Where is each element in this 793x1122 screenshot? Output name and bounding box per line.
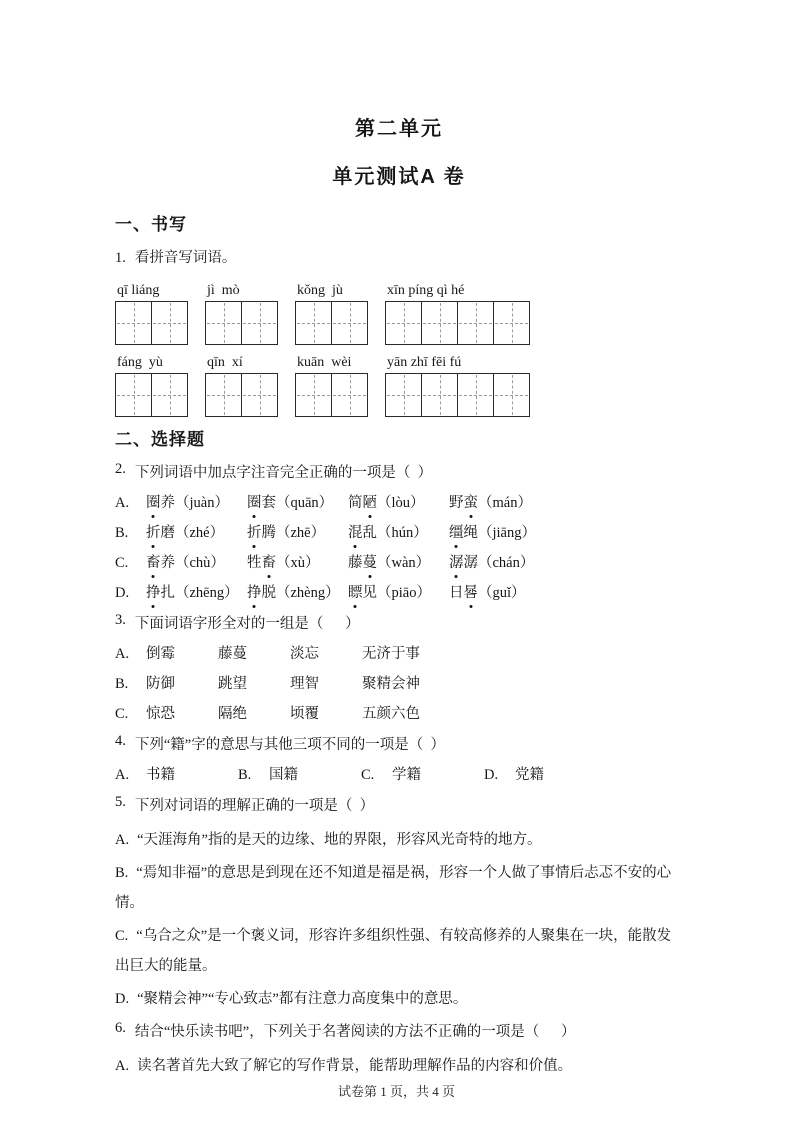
test-title: 单元测试A 卷: [332, 166, 466, 188]
question-number: 5.: [115, 794, 126, 810]
question-3: [115, 612, 683, 725]
word-item: 跳望: [218, 676, 247, 692]
writing-cell: [296, 374, 332, 416]
dotted-character: 晷: [464, 582, 479, 604]
writing-cell: [494, 302, 529, 344]
plain-text: 脱（zhèng）: [261, 585, 340, 601]
question-stem: [115, 461, 683, 482]
word-item: 理智: [290, 676, 319, 692]
plain-text: 乱（hún）: [362, 525, 428, 541]
option-D: [115, 582, 683, 604]
plain-text: 绳（jiāng）: [463, 525, 536, 541]
plain-text: 套（quān）: [261, 495, 334, 511]
question-1-number: 1.: [115, 250, 126, 266]
dotted-character: 畜: [146, 552, 161, 574]
question-number: 4.: [115, 733, 126, 749]
option-A: [115, 492, 683, 514]
option-label: A.: [115, 646, 130, 662]
dotted-character: 潺: [449, 552, 464, 574]
option-label: D.: [115, 991, 130, 1007]
dotted-character: 圈: [247, 492, 262, 514]
word-column: [295, 280, 368, 345]
question-number: 3.: [115, 612, 126, 628]
dotted-character: 折: [146, 522, 161, 544]
writing-cell: [458, 374, 494, 416]
word-pinyin-item: [247, 492, 348, 514]
plain-text: 磨（zhé）: [160, 525, 225, 541]
option-A: [115, 825, 683, 855]
option-text: “天涯海角”指的是天的边缘、地的界限，形容风光奇特的地方。: [137, 832, 542, 848]
option-label: A.: [115, 832, 130, 848]
writing-grid: [205, 373, 278, 417]
word-pinyin-item: [247, 582, 348, 604]
dotted-character: 蛮: [464, 492, 479, 514]
question-1-stem: [115, 246, 683, 267]
word-item: 五颜六色: [362, 706, 420, 722]
option-label: A.: [115, 495, 130, 511]
pinyin-grid-row-1: [115, 280, 683, 345]
word-item: 防御: [146, 676, 175, 692]
word-column: [205, 352, 278, 417]
question-stem: [115, 794, 683, 815]
writing-grid: [385, 373, 530, 417]
word-pinyin-item: [146, 582, 247, 604]
writing-cell: [458, 302, 494, 344]
word-column: [205, 280, 278, 345]
option-B: [115, 858, 683, 918]
option-label: B.: [115, 525, 129, 541]
word-column: [295, 352, 368, 417]
word-item: 顷覆: [290, 706, 319, 722]
option-D: [115, 984, 683, 1014]
dotted-character: 挣: [247, 582, 262, 604]
word-item: 隔绝: [218, 706, 247, 722]
plain-text: （mán）: [478, 495, 532, 511]
option-text: 国籍: [269, 767, 298, 783]
writing-grid: [295, 301, 368, 345]
word-item: 惊恐: [146, 706, 175, 722]
dotted-character: 挣: [146, 582, 161, 604]
word-pinyin-item: [348, 552, 449, 574]
word-pinyin-item: [146, 492, 247, 514]
writing-cell: [422, 302, 458, 344]
option-text: 读名著首先大致了解它的写作背景，能帮助理解作品的内容和价值。: [137, 1058, 573, 1074]
plain-text: （guǐ）: [478, 585, 526, 601]
question-stem: [115, 612, 683, 633]
option-label: A.: [115, 767, 130, 783]
word-pinyin-item: [247, 552, 348, 574]
option-label: C.: [115, 928, 129, 944]
option-C: [115, 921, 683, 981]
word-pinyin-item: [449, 492, 550, 514]
writing-grid: [205, 301, 278, 345]
question-2: [115, 461, 683, 604]
question-number: 2.: [115, 461, 126, 477]
question-4: [115, 733, 683, 786]
word-item: 聚精会神: [362, 676, 420, 692]
question-stem: [115, 1020, 683, 1041]
page-footer: 试卷第 1 页，共 4 页: [337, 1084, 455, 1099]
plain-text: 腾（zhē）: [261, 525, 326, 541]
word-pinyin-item: [146, 522, 247, 544]
writing-cell: [296, 302, 332, 344]
word-pinyin-item: [449, 582, 550, 604]
word-column: [385, 352, 530, 417]
plain-text: 简: [348, 495, 363, 511]
plain-text: 养（chù）: [160, 555, 225, 571]
word-pinyin-item: [348, 582, 449, 604]
writing-cell: [332, 374, 367, 416]
inline-options-row: [115, 764, 683, 786]
option-D: [484, 764, 607, 786]
writing-grid: [115, 373, 188, 417]
word-item: 无济于事: [362, 646, 420, 662]
word-item: 淡忘: [290, 646, 319, 662]
pinyin-label: qīn xí: [207, 355, 243, 370]
pinyin-label: jì mò: [207, 283, 240, 298]
word-column: [115, 280, 188, 345]
option-label: A.: [115, 1058, 130, 1074]
option-label: C.: [361, 767, 375, 783]
writing-cell: [206, 302, 242, 344]
word-pinyin-item: [449, 552, 550, 574]
dotted-character: 畜: [262, 552, 277, 574]
dotted-character: 瞟: [348, 582, 363, 604]
word-item: 藤蔓: [218, 646, 247, 662]
pinyin-label: kuān wèi: [297, 355, 352, 370]
question-1-text: 看拼音写词语。: [134, 250, 237, 266]
pinyin-label: qī liáng: [117, 283, 160, 298]
option-C: [361, 764, 484, 786]
plain-text: （xù）: [276, 555, 320, 571]
option-B: [115, 522, 683, 544]
question-stem: [115, 733, 683, 754]
writing-cell: [206, 374, 242, 416]
writing-cell: [386, 302, 422, 344]
plain-text: 野: [449, 495, 464, 511]
writing-cell: [242, 374, 277, 416]
plain-text: 见（piāo）: [362, 585, 431, 601]
section-writing-heading: 一、书写: [115, 215, 187, 234]
option-A: [115, 1051, 683, 1081]
plain-text: 牲: [247, 555, 262, 571]
pinyin-label: yān zhī fēi fú: [387, 355, 462, 370]
word-pinyin-item: [146, 552, 247, 574]
word-pinyin-item: [449, 522, 550, 544]
option-A: [115, 643, 683, 665]
word-pinyin-item: [348, 522, 449, 544]
option-label: D.: [484, 767, 499, 783]
word-pinyin-item: [348, 492, 449, 514]
pinyin-label: kǒng jù: [297, 283, 343, 298]
option-label: B.: [115, 676, 129, 692]
pinyin-label: fáng yù: [117, 355, 163, 370]
dotted-character: 折: [247, 522, 262, 544]
option-label: D.: [115, 585, 130, 601]
plain-text: 潺（chán）: [463, 555, 535, 571]
question-stem-text: 结合“快乐读书吧”，下列关于名著阅读的方法不正确的一项是（ ）: [134, 1024, 576, 1040]
writing-cell: [494, 374, 529, 416]
plain-text: 藤: [348, 555, 363, 571]
question-5: [115, 794, 683, 1014]
option-text: “聚精会神”“专心致志”都有注意力高度集中的意思。: [137, 991, 468, 1007]
writing-grid: [385, 301, 530, 345]
writing-cell: [332, 302, 367, 344]
writing-cell: [242, 302, 277, 344]
unit-title: 第二单元: [355, 118, 443, 140]
plain-text: 养（juàn）: [160, 495, 229, 511]
word-item: 倒霉: [146, 646, 175, 662]
option-text: 书籍: [146, 767, 175, 783]
option-label: C.: [115, 555, 129, 571]
option-text: “焉知非福”的意思是到现在还不知道是福是祸，形容一个人做了事情后忐忑不安的心情。: [115, 865, 672, 911]
option-text: 党籍: [515, 767, 544, 783]
plain-text: （lòu）: [377, 495, 425, 511]
plain-text: （wàn）: [377, 555, 431, 571]
question-number: 6.: [115, 1020, 126, 1036]
option-B: [115, 673, 683, 695]
writing-grid: [115, 301, 188, 345]
question-stem-text: 下面词语字形全对的一组是（ ）: [134, 616, 360, 632]
word-pinyin-item: [247, 522, 348, 544]
dotted-character: 混: [348, 522, 363, 544]
word-column: [385, 280, 530, 345]
plain-text: 扎（zhēng）: [160, 585, 239, 601]
plain-text: 日: [449, 585, 464, 601]
section-choice-heading: 二、选择题: [115, 430, 205, 449]
writing-cell: [152, 374, 187, 416]
question-stem-text: 下列对词语的理解正确的一项是（ ）: [134, 798, 375, 814]
word-column: [115, 352, 188, 417]
writing-grid: [295, 373, 368, 417]
option-text: “乌合之众”是一个褒义词，形容许多组织性强、有较高修养的人聚集在一块，能散发出巨大的能量。: [115, 928, 672, 974]
question-6: [115, 1020, 683, 1081]
option-label: B.: [238, 767, 252, 783]
option-A: [115, 764, 238, 786]
dotted-character: 蔓: [363, 552, 378, 574]
pinyin-writing-area: [115, 280, 683, 417]
writing-cell: [116, 302, 152, 344]
option-C: [115, 703, 683, 725]
writing-cell: [386, 374, 422, 416]
option-label: B.: [115, 865, 129, 881]
question-stem-text: 下列词语中加点字注音完全正确的一项是（ ）: [134, 465, 433, 481]
option-C: [115, 552, 683, 574]
dotted-character: 圈: [146, 492, 161, 514]
dotted-character: 陋: [363, 492, 378, 514]
writing-cell: [116, 374, 152, 416]
option-label: C.: [115, 706, 129, 722]
option-text: 学籍: [392, 767, 421, 783]
choice-questions-list: [115, 461, 683, 1081]
pinyin-label: xīn píng qì hé: [387, 283, 465, 298]
dotted-character: 缰: [449, 522, 464, 544]
question-stem-text: 下列“籍”字的意思与其他三项不同的一项是（ ）: [134, 737, 445, 753]
pinyin-grid-row-2: [115, 352, 683, 417]
writing-cell: [422, 374, 458, 416]
writing-cell: [152, 302, 187, 344]
option-B: [238, 764, 361, 786]
